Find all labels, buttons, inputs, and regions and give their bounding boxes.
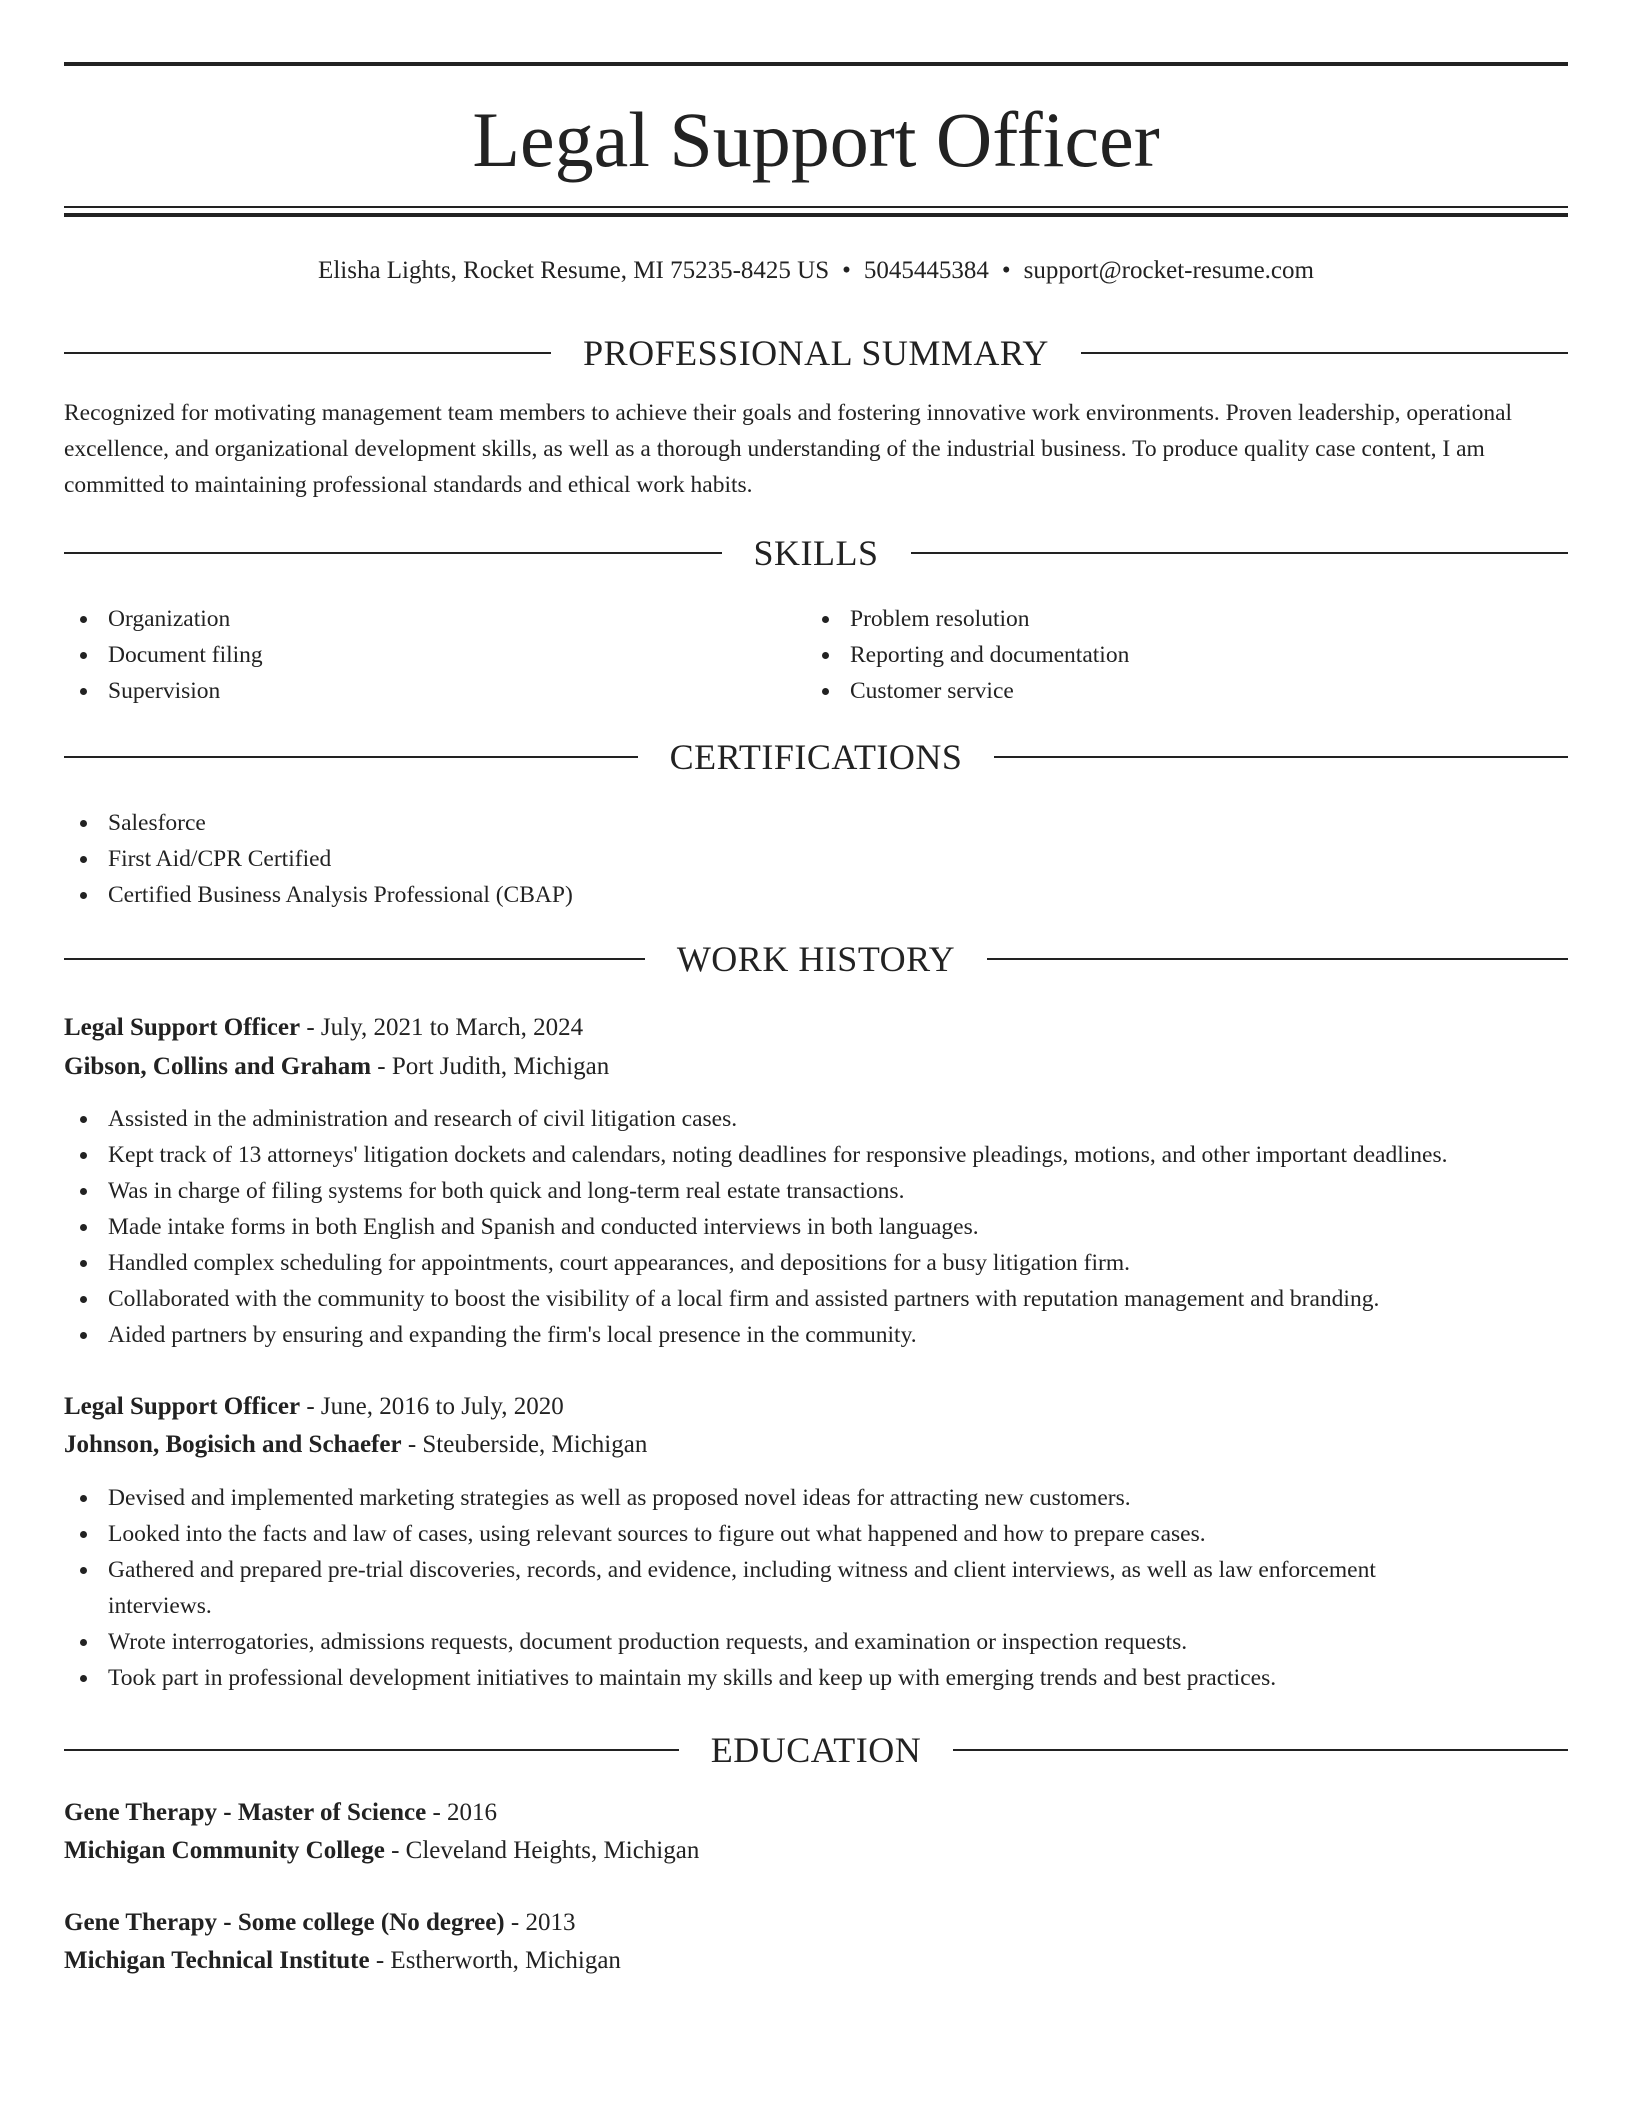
heading-rule-right bbox=[987, 958, 1568, 960]
certifications-list bbox=[64, 805, 1568, 913]
education-degree-line bbox=[64, 1794, 1568, 1832]
section-heading-education bbox=[64, 1728, 1568, 1772]
job-bullet: Looked into the facts and law of cases, using relevant sources to figure out what happened and how to prepare cases. bbox=[64, 1516, 1464, 1552]
section-title: EDUCATION bbox=[710, 1730, 922, 1770]
skills-list-left bbox=[64, 601, 804, 709]
skill-item: Document filing bbox=[64, 637, 804, 673]
heading-rule-left bbox=[64, 958, 645, 960]
skill-item: Problem resolution bbox=[806, 601, 1566, 637]
section-heading-summary bbox=[64, 331, 1568, 375]
job-location: - Port Judith, Michigan bbox=[371, 1053, 610, 1080]
education-school-line bbox=[64, 1832, 1568, 1870]
certification-item: First Aid/CPR Certified bbox=[64, 841, 1568, 877]
job-bullet: Handled complex scheduling for appointments, court appearances, and depositions for a busy litigation firm. bbox=[64, 1245, 1568, 1281]
job-dates: - June, 2016 to July, 2020 bbox=[300, 1393, 564, 1420]
section-heading-certifications bbox=[64, 735, 1568, 779]
education-school: Michigan Technical Institute bbox=[64, 1947, 370, 1974]
summary-text: Recognized for motivating management team members to achieve their goals and fostering innovative work environments. Proven leadership, operational excellence, and organizational development skills, as well as a thorough understanding of the industrial business. To produce quality case content, I am committed to maintaining professional standards and ethical work habits. bbox=[64, 400, 1513, 498]
heading-rule-right bbox=[953, 1749, 1568, 1751]
job-bullet: Was in charge of filing systems for both quick and long-term real estate transactions. bbox=[64, 1173, 1568, 1209]
job-bullet: Made intake forms in both English and Spanish and conducted interviews in both languages. bbox=[64, 1209, 1568, 1245]
job-bullet: Assisted in the administration and research of civil litigation cases. bbox=[64, 1101, 1568, 1137]
skill-item: Reporting and documentation bbox=[806, 637, 1566, 673]
heading-rule-left bbox=[64, 756, 638, 758]
job-title-line bbox=[64, 1388, 1568, 1426]
job-bullet: Wrote interrogatories, admissions requests, document production requests, and examination or inspection requests. bbox=[64, 1624, 1464, 1660]
heading-rule-right bbox=[911, 552, 1569, 554]
heading-rule-left bbox=[64, 352, 551, 354]
section-heading-skills bbox=[64, 531, 1568, 575]
job-title-line bbox=[64, 1009, 1568, 1047]
contact-line bbox=[64, 254, 1568, 288]
job-bullets bbox=[64, 1101, 1568, 1353]
section-title: SKILLS bbox=[753, 533, 879, 573]
job-bullet: Kept track of 13 attorneys' litigation dockets and calendars, noting deadlines for responsive pleadings, motions, and other important deadlines. bbox=[64, 1137, 1568, 1173]
contact-separator: • bbox=[842, 257, 851, 284]
education-school: Michigan Community College bbox=[64, 1837, 385, 1864]
education-degree-line bbox=[64, 1904, 1568, 1942]
job-title: Legal Support Officer bbox=[64, 1014, 301, 1041]
heading-rule-left bbox=[64, 552, 722, 554]
job-dates: - July, 2021 to March, 2024 bbox=[300, 1014, 584, 1041]
job-company-line bbox=[64, 1426, 1568, 1464]
skills-list-right bbox=[806, 601, 1566, 709]
job-bullet: Devised and implemented marketing strategies as well as proposed novel ideas for attracting new customers. bbox=[64, 1480, 1464, 1516]
job-location: - Steuberside, Michigan bbox=[401, 1431, 648, 1458]
job-bullets bbox=[64, 1480, 1464, 1696]
header-rule-lower bbox=[64, 213, 1568, 217]
education-year: - 2013 bbox=[504, 1909, 576, 1936]
education-location: - Cleveland Heights, Michigan bbox=[384, 1837, 700, 1864]
job-bullet: Took part in professional development initiatives to maintain my skills and keep up with emerging trends and best practices. bbox=[64, 1660, 1464, 1696]
education-year: - 2016 bbox=[426, 1799, 498, 1826]
contact-email[interactable]: support@rocket-resume.com bbox=[1023, 257, 1314, 284]
section-heading-work-history bbox=[64, 937, 1568, 981]
contact-phone[interactable]: 5045445384 bbox=[863, 257, 989, 284]
job-company: Johnson, Bogisich and Schaefer bbox=[64, 1431, 402, 1458]
certification-item: Salesforce bbox=[64, 805, 1568, 841]
section-title: PROFESSIONAL SUMMARY bbox=[583, 333, 1049, 373]
heading-rule-left bbox=[64, 1749, 679, 1751]
job-bullet: Aided partners by ensuring and expanding the firm's local presence in the community. bbox=[64, 1317, 1568, 1353]
job-bullet: Gathered and prepared pre-trial discoveries, records, and evidence, including witness and client interviews, as well as law enforcement interviews. bbox=[64, 1552, 1464, 1624]
skill-item: Organization bbox=[64, 601, 804, 637]
job-company: Gibson, Collins and Graham bbox=[64, 1053, 372, 1080]
resume-title: Legal Support Officer bbox=[472, 96, 1160, 183]
skill-item: Supervision bbox=[64, 673, 804, 709]
education-location: - Estherworth, Michigan bbox=[369, 1947, 621, 1974]
contact-address: Elisha Lights, Rocket Resume, MI 75235-8425 US bbox=[318, 257, 830, 284]
heading-rule-right bbox=[1081, 352, 1568, 354]
heading-rule-right bbox=[994, 756, 1568, 758]
certification-item: Certified Business Analysis Professional (CBAP) bbox=[64, 877, 1568, 913]
job-bullet: Collaborated with the community to boost the visibility of a local firm and assisted partners with reputation management and branding. bbox=[64, 1281, 1568, 1317]
education-school-line bbox=[64, 1942, 1568, 1980]
section-title: CERTIFICATIONS bbox=[669, 737, 963, 777]
education-degree: Gene Therapy - Some college (No degree) bbox=[64, 1909, 505, 1936]
section-title: WORK HISTORY bbox=[676, 939, 956, 979]
header-top-rule bbox=[64, 62, 1568, 66]
job-company-line bbox=[64, 1048, 1568, 1086]
contact-separator: • bbox=[1001, 257, 1011, 284]
job-title: Legal Support Officer bbox=[64, 1393, 301, 1420]
education-degree: Gene Therapy - Master of Science bbox=[64, 1799, 427, 1826]
header-rule-upper bbox=[64, 206, 1568, 208]
skill-item: Customer service bbox=[806, 673, 1566, 709]
